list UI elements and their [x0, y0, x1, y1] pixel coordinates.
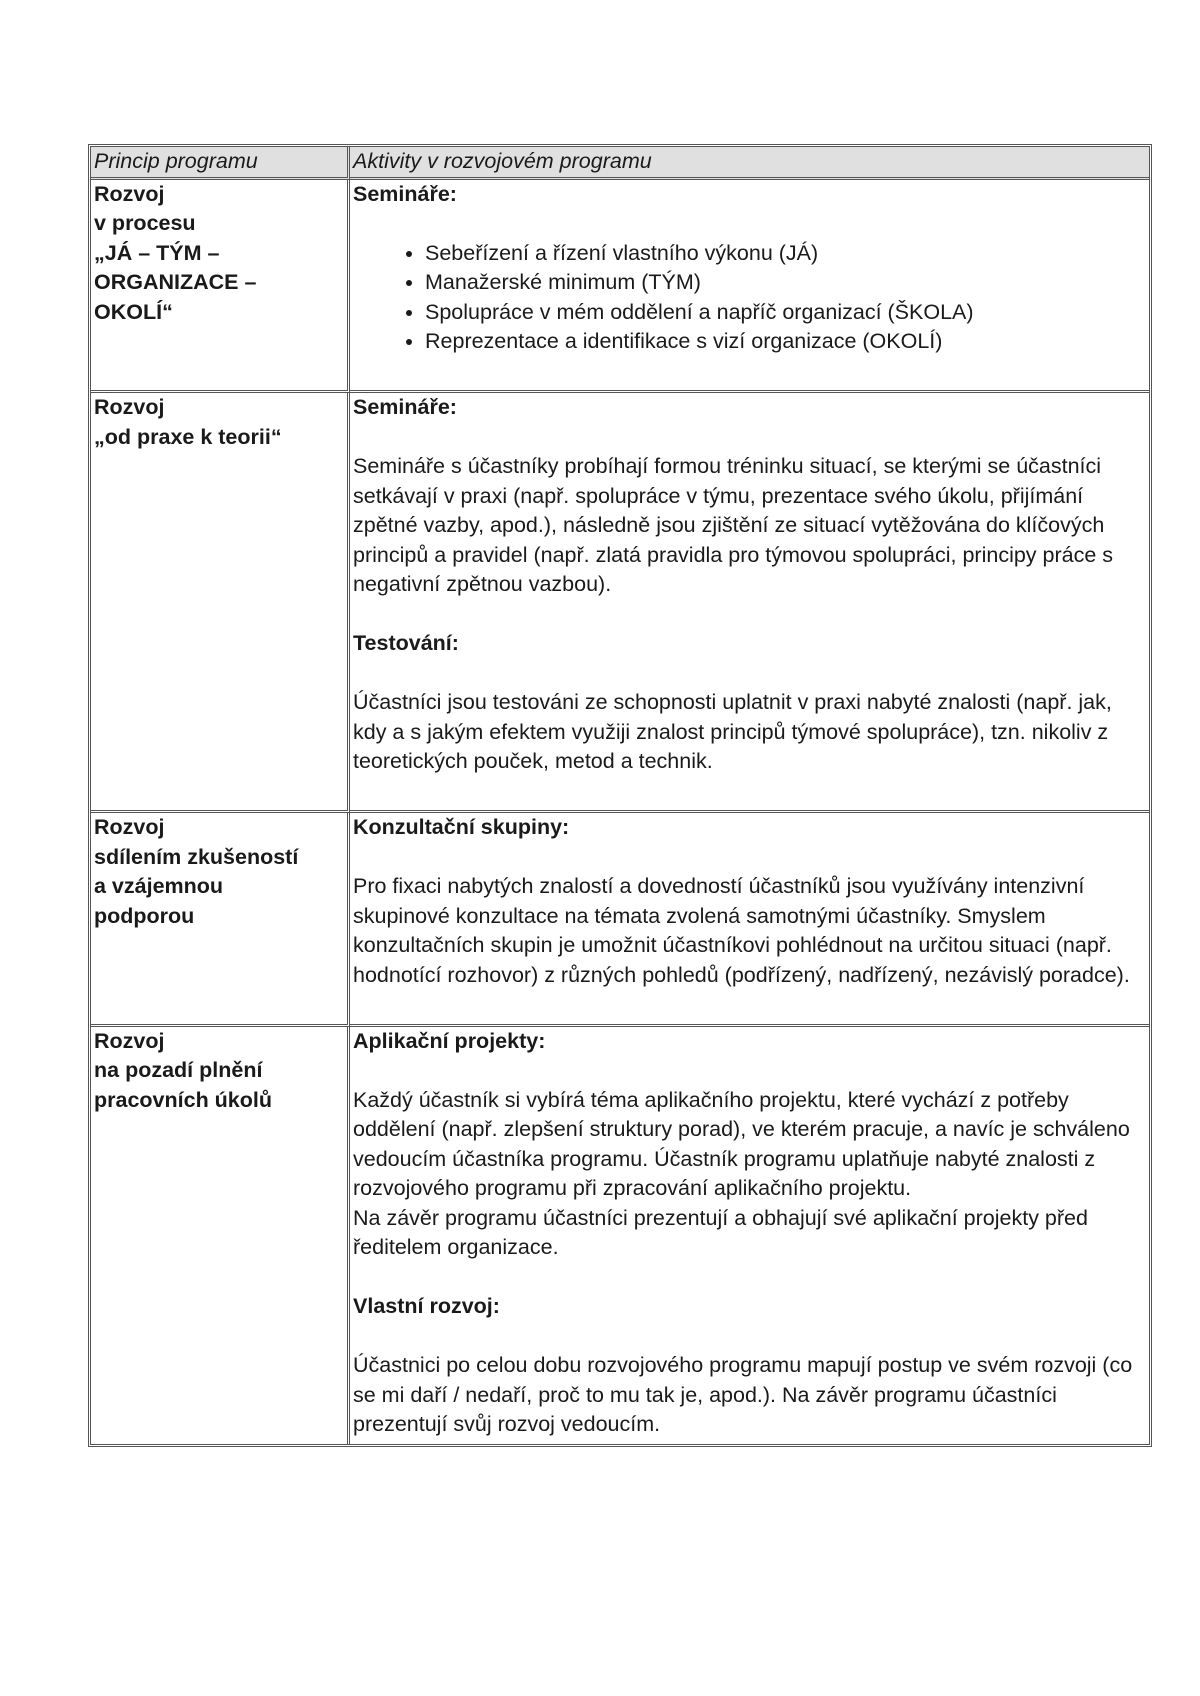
section-title: Semináře: [353, 395, 457, 419]
section-title: Konzultační skupiny: [353, 815, 570, 839]
activities-cell [350, 813, 1149, 1027]
section-title: Aplikační projekty: [353, 1028, 546, 1053]
section-title: Semináře: [353, 181, 457, 206]
bullet-list [353, 239, 1146, 357]
table-header-row [91, 147, 1149, 180]
table-row [91, 1027, 1149, 1444]
section-title: Vlastní rozvoj: [353, 1294, 500, 1318]
bullet-item: • Reprezentace a identifikace s vizí organizace (OKOLÍ) [425, 327, 1146, 357]
principle-cell [91, 393, 350, 813]
program-table [88, 144, 1152, 1447]
table-body [91, 147, 1149, 1444]
principle-cell [91, 1027, 350, 1444]
bullet-item: • Manažerské minimum (TÝM) [425, 268, 1146, 298]
body-paragraph: Účastníci jsou testováni ze schopnosti uplatnit v praxi nabyté znalosti (např. jak, kdy a s jakým efektem využiji znalost principů týmové spolupráce), tzn. nikoliv z teoretických pouček, metod a technik. [353, 690, 1112, 773]
header-principle: Princip programu [91, 147, 350, 180]
principle-label: Rozvoj na pozadí plnění pracovních úkolů [94, 1028, 273, 1112]
principle-cell [91, 180, 350, 394]
bullet-item: • Spolupráce v mém oddělení a napříč organizací (ŠKOLA) [425, 298, 1146, 328]
activities-cell [350, 1027, 1149, 1444]
body-paragraph: Každý účastník si vybírá téma aplikačního projektu, které vychází z potřeby oddělení (např. zlepšení struktury porad), ve kterém pracuje, a navíc je schváleno vedoucím účastníka programu. Účastník programu uplatňuje nabyté znalosti z rozvojového programu při zpracování aplikačního projektu. [353, 1087, 1130, 1200]
activities-cell [350, 393, 1149, 813]
table-row [91, 180, 1149, 394]
table-row [91, 393, 1149, 813]
header-activities: Aktivity v rozvojovém programu [350, 147, 1149, 180]
principle-label: Rozvoj sdílením zkušeností a vzájemnou podporou [94, 815, 299, 928]
body-paragraph: Semináře s účastníky probíhají formou tréninku situací, se kterými se účastníci setkávají v praxi (např. spolupráce v týmu, prezentace svého úkolu, přijímání zpětné vazby, apod.), následně jsou zjištění ze situací vytěžována do klíčových principů a pravidel (např. zlatá pravidla pro týmovou spolupráci, principy práce s negativní zpětnou vazbou). [353, 454, 1114, 596]
body-paragraph: Účastnici po celou dobu rozvojového programu mapují postup ve svém rozvoji (co se mi daří / nedaří, proč to mu tak je, apod.). Na závěr programu účastníci prezentují svůj rozvoj vedoucím. [353, 1353, 1133, 1436]
bullet-item: • Sebeřízení a řízení vlastního výkonu (JÁ) [425, 239, 1146, 269]
table-row [91, 813, 1149, 1027]
body-paragraph: Na závěr programu účastníci prezentují a obhajují své aplikační projekty před ředitelem organizace. [353, 1205, 1088, 1259]
principle-label: Rozvoj „od praxe k teorii“ [94, 395, 282, 449]
body-paragraph: Pro fixaci nabytých znalostí a dovedností účastníků jsou využívány intenzivní skupinové konzultace na témata zvolená samotnými účastníky. Smyslem konzultačních skupin je umožnit účastníkovi pohlédnout na určitou situaci (např. hodnotící rozhovor) z různých pohledů (podřízený, nadřízený, nezávislý poradce). [353, 874, 1130, 987]
section-title: Testování: [353, 631, 459, 655]
activities-cell [350, 180, 1149, 394]
principle-cell [91, 813, 350, 1027]
principle-label: Rozvoj v procesu „JÁ – TÝM – ORGANIZACE – OKOLÍ“ [94, 181, 257, 324]
